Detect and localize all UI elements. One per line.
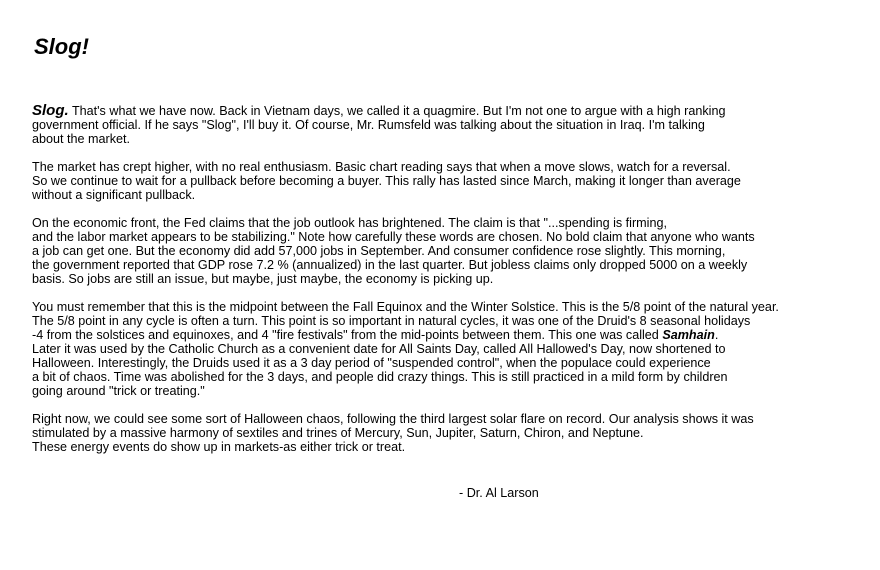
lead-word: Slog. <box>32 102 69 119</box>
text-line: These energy events do show up in markets-as either trick or treat. <box>32 440 406 454</box>
author-signature: - Dr. Al Larson <box>459 486 539 500</box>
text-fragment: That's what we have now. Back in Vietnam days, we called it a quagmire. But I'm not one to argue with a high ranking <box>68 104 726 118</box>
text-line: government official. If he says "Slog", I'll buy it. Of course, Mr. Rumsfeld was talking about the situation in Iraq. I'm talking <box>32 118 705 132</box>
emphasized-term: Samhain <box>662 328 715 342</box>
text-line: and the labor market appears to be stabilizing." Note how carefully these words are chosen. No bold claim that anyone who wants <box>32 230 755 244</box>
text-line: stimulated by a massive harmony of sextiles and trines of Mercury, Sun, Jupiter, Saturn, Chiron, and Neptune. <box>32 426 644 440</box>
text-line: Right now, we could see some sort of Halloween chaos, following the third largest solar flare on record. Our analysis shows it was <box>32 412 754 426</box>
text-line: Halloween. Interestingly, the Druids used it as a 3 day period of "suspended control", when the populace could experience <box>32 356 711 370</box>
paragraph-intro <box>32 104 877 146</box>
paragraph-cycles <box>32 300 877 398</box>
text-fragment: -4 from the solstices and equinoxes, and 4 "fire festivals" from the mid-points between them. This one was called <box>32 328 663 342</box>
text-line: basis. So jobs are still an issue, but maybe, just maybe, the economy is picking up. <box>32 272 494 286</box>
text-line: On the economic front, the Fed claims that the job outlook has brightened. The claim is that "...spending is firming, <box>32 216 667 230</box>
text-line: the government reported that GDP rose 7.2 % (annualized) in the last quarter. But jobless claims only dropped 5000 on a weekly <box>32 258 748 272</box>
paragraph-economy <box>32 216 877 286</box>
text-line: without a significant pullback. <box>32 188 196 202</box>
text-line: Later it was used by the Catholic Church as a convenient date for All Saints Day, called All Hallowed's Day, now shortened to <box>32 342 726 356</box>
text-line: going around "trick or treating." <box>32 384 205 398</box>
text-line: a job can get one. But the economy did add 57,000 jobs in September. And consumer confidence rose slightly. This morning, <box>32 244 726 258</box>
text-line: a bit of chaos. Time was abolished for the 3 days, and people did crazy things. This is still practiced in a mild form by children <box>32 370 728 384</box>
text-line: about the market. <box>32 132 131 146</box>
text-line <box>32 328 877 342</box>
text-line: The market has crept higher, with no real enthusiasm. Basic chart reading says that when a move slows, watch for a reversal. <box>32 160 731 174</box>
text-fragment: . <box>714 328 719 342</box>
text-line: The 5/8 point in any cycle is often a turn. This point is so important in natural cycles, it was one of the Druid's 8 seasonal holidays <box>32 314 751 328</box>
paragraph-outlook <box>32 412 877 454</box>
text-line: You must remember that this is the midpoint between the Fall Equinox and the Winter Solstice. This is the 5/8 point of the natural year. <box>32 300 779 314</box>
page-title: Slog! <box>34 34 89 59</box>
text-line <box>32 104 877 118</box>
article-body <box>32 104 877 468</box>
paragraph-market <box>32 160 877 202</box>
text-line: So we continue to wait for a pullback before becoming a buyer. This rally has lasted since March, making it longer than average <box>32 174 741 188</box>
